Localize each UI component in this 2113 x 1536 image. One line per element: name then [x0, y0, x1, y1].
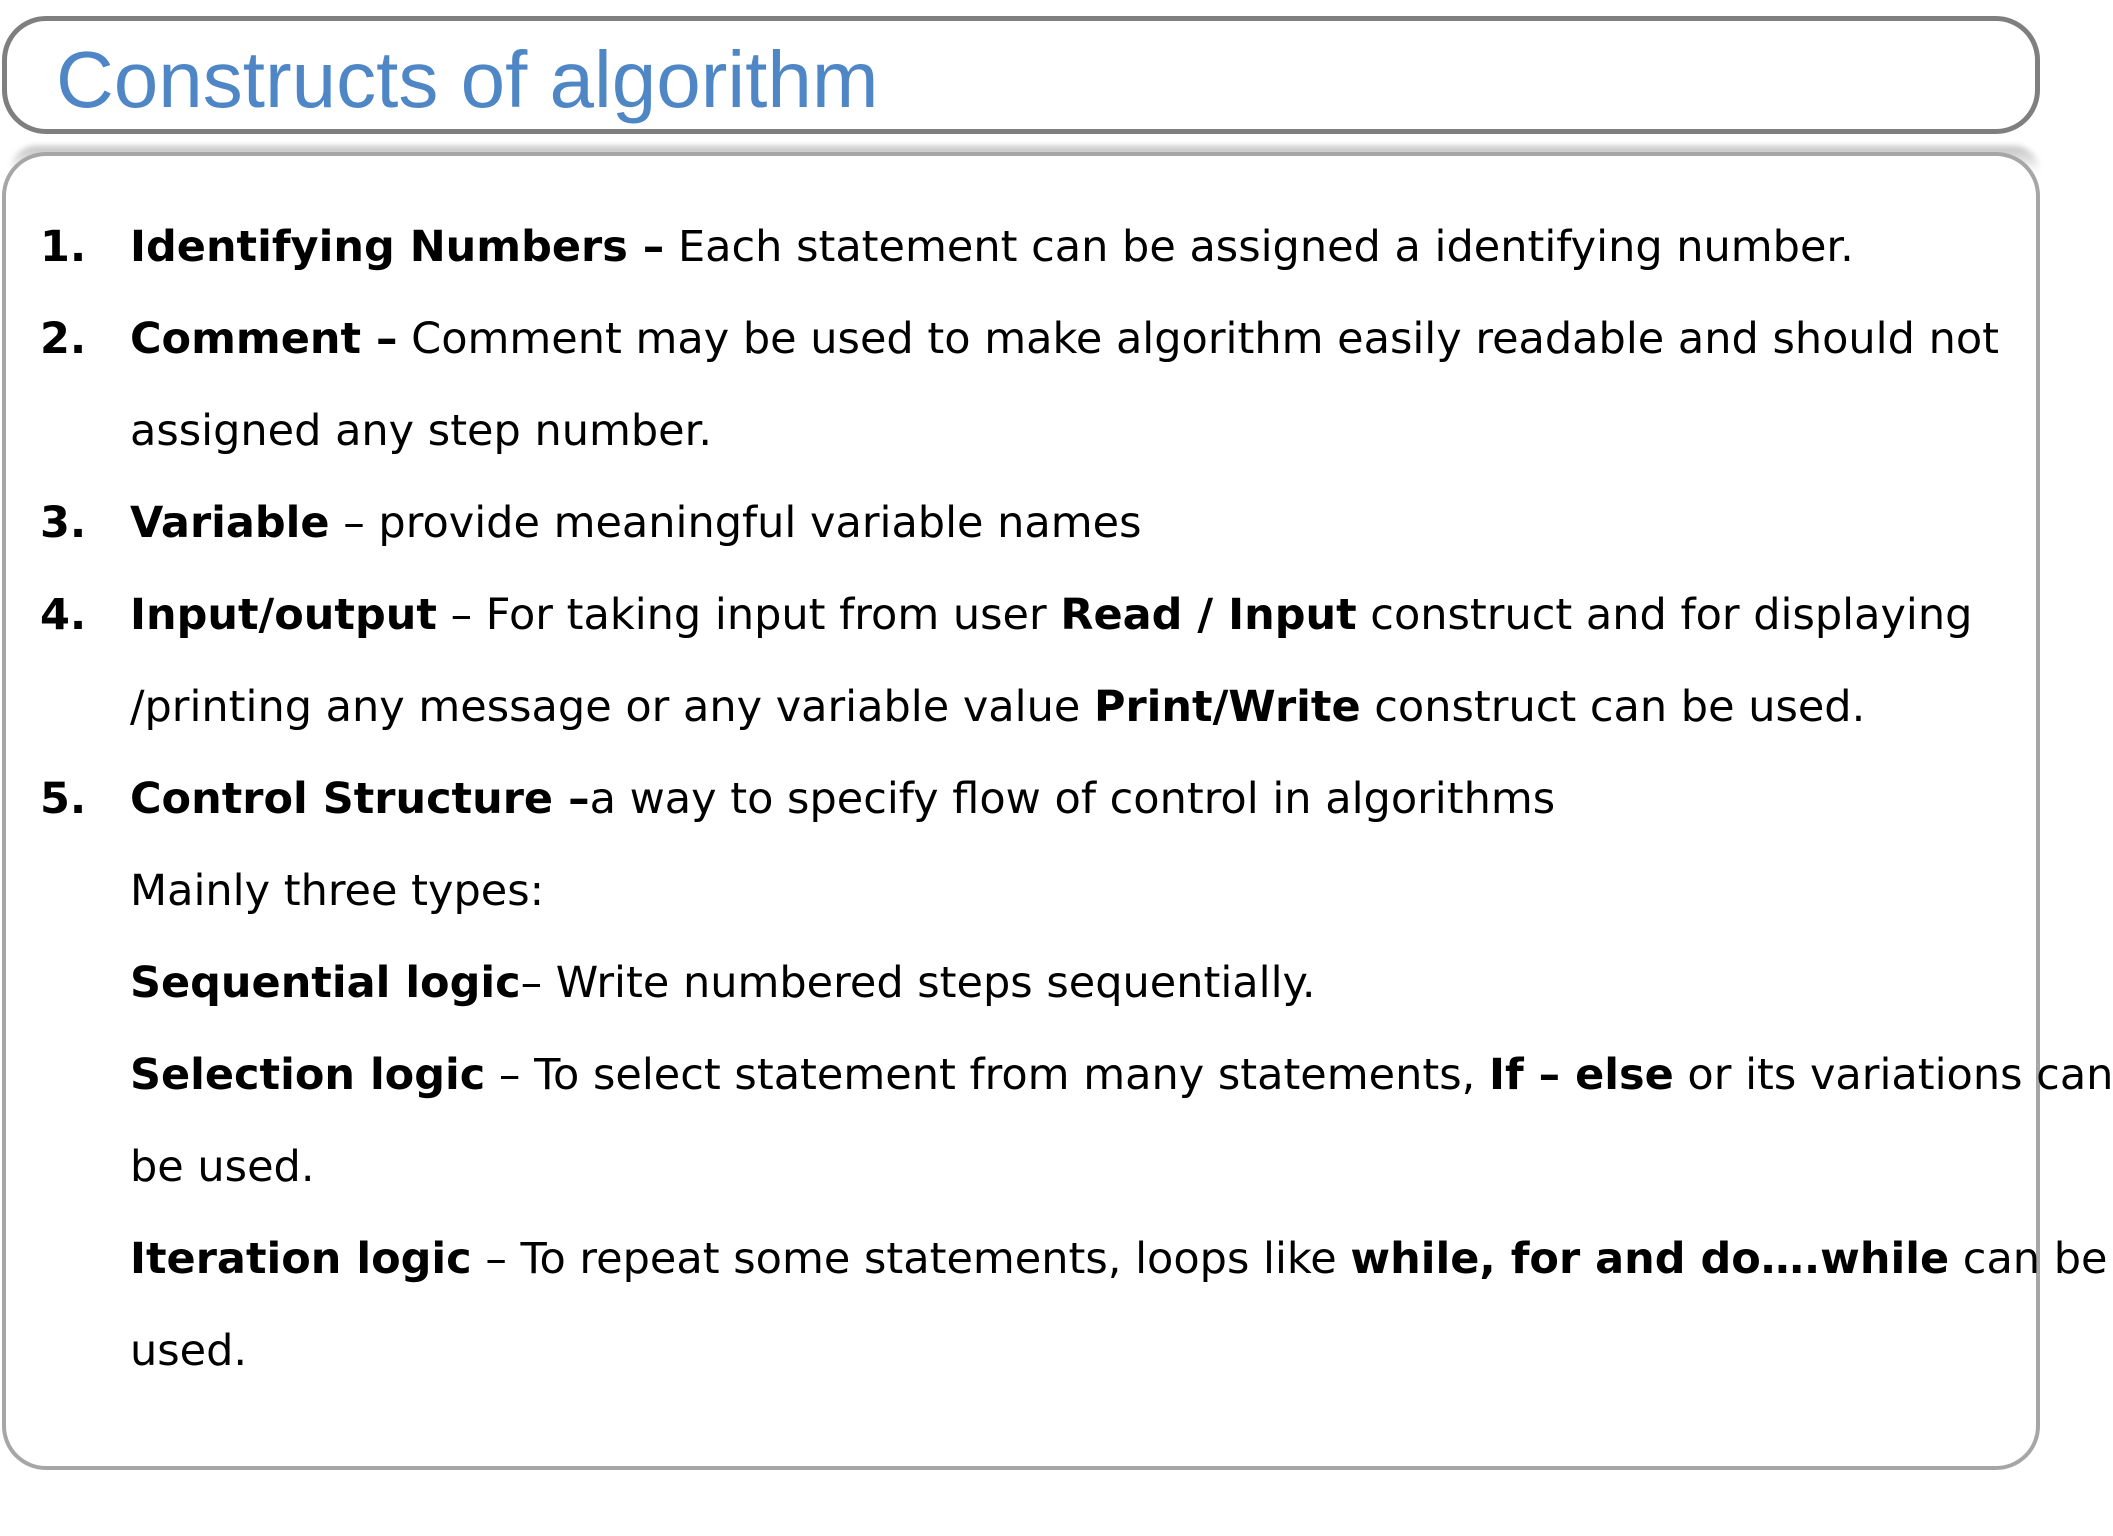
item-text: Mainly three types: — [130, 866, 545, 916]
item-text — [130, 668, 1865, 746]
item-description: – To select statement from many statements, — [485, 1050, 1489, 1100]
iteration-logic-continued — [0, 1312, 2048, 1404]
selection-logic-continued — [0, 1128, 2048, 1220]
item-description: or its variations can — [1673, 1050, 2113, 1100]
item-number: 3. — [40, 498, 87, 548]
list-item-4 — [0, 576, 2048, 668]
list-item-2 — [0, 300, 2048, 392]
construct-name: while, for and do….while — [1350, 1234, 1950, 1284]
item-text — [130, 1036, 2113, 1114]
item-description: construct and for displaying — [1356, 590, 1973, 640]
item-term: Identifying Numbers – — [130, 222, 665, 272]
item-description: a way to specify flow of control in algorithms — [589, 774, 1556, 824]
item-term: Comment – — [130, 314, 398, 364]
sequential-logic — [0, 944, 2048, 1036]
construct-name: Print/Write — [1093, 682, 1361, 732]
item-term: Input/output — [130, 590, 437, 640]
item-term: Variable — [130, 498, 330, 548]
item-text: assigned any step number. — [130, 406, 713, 456]
item-term: Sequential logic — [130, 958, 521, 1008]
iteration-logic — [0, 1220, 2108, 1312]
item-text — [130, 576, 1972, 654]
list-item-5 — [0, 760, 2048, 852]
item-term: Control Structure – — [130, 774, 590, 824]
content-list — [0, 208, 2113, 1404]
list-item-3 — [0, 484, 2048, 576]
item-text — [130, 300, 1999, 378]
item-description: Each statement can be assigned a identifying number. — [664, 222, 1854, 272]
item-description: /printing any message or any variable value — [130, 682, 1094, 732]
item-term: Selection logic — [130, 1050, 486, 1100]
item-text — [130, 944, 1316, 1022]
item-text — [130, 1220, 2107, 1298]
item-text: be used. — [130, 1142, 315, 1192]
list-item-4-continued — [0, 668, 2048, 760]
item-description: construct can be used. — [1360, 682, 1866, 732]
item-description: Comment may be used to make algorithm easily readable and should not — [397, 314, 2000, 364]
item-description: – To repeat some statements, loops like — [471, 1234, 1351, 1284]
item-term: Iteration logic — [130, 1234, 472, 1284]
item-description: – Write numbered steps sequentially. — [520, 958, 1316, 1008]
item-number: 2. — [40, 314, 87, 364]
list-item-2-continued — [0, 392, 2048, 484]
item-text — [130, 484, 1142, 562]
item-description: – provide meaningful variable names — [329, 498, 1142, 548]
list-item-1 — [0, 208, 2048, 300]
item-text — [130, 208, 1854, 286]
control-types-intro — [0, 852, 2048, 944]
item-description: – For taking input from user — [436, 590, 1061, 640]
item-description: can be — [1949, 1234, 2108, 1284]
selection-logic — [0, 1036, 2113, 1128]
item-text: used. — [130, 1326, 248, 1376]
construct-name: Read / Input — [1060, 590, 1357, 640]
slide-title: Constructs of algorithm — [56, 35, 879, 124]
item-number: 5. — [40, 774, 87, 824]
item-text — [130, 760, 1555, 838]
item-number: 1. — [40, 222, 87, 272]
item-number: 4. — [40, 590, 87, 640]
construct-name: If – else — [1488, 1050, 1674, 1100]
